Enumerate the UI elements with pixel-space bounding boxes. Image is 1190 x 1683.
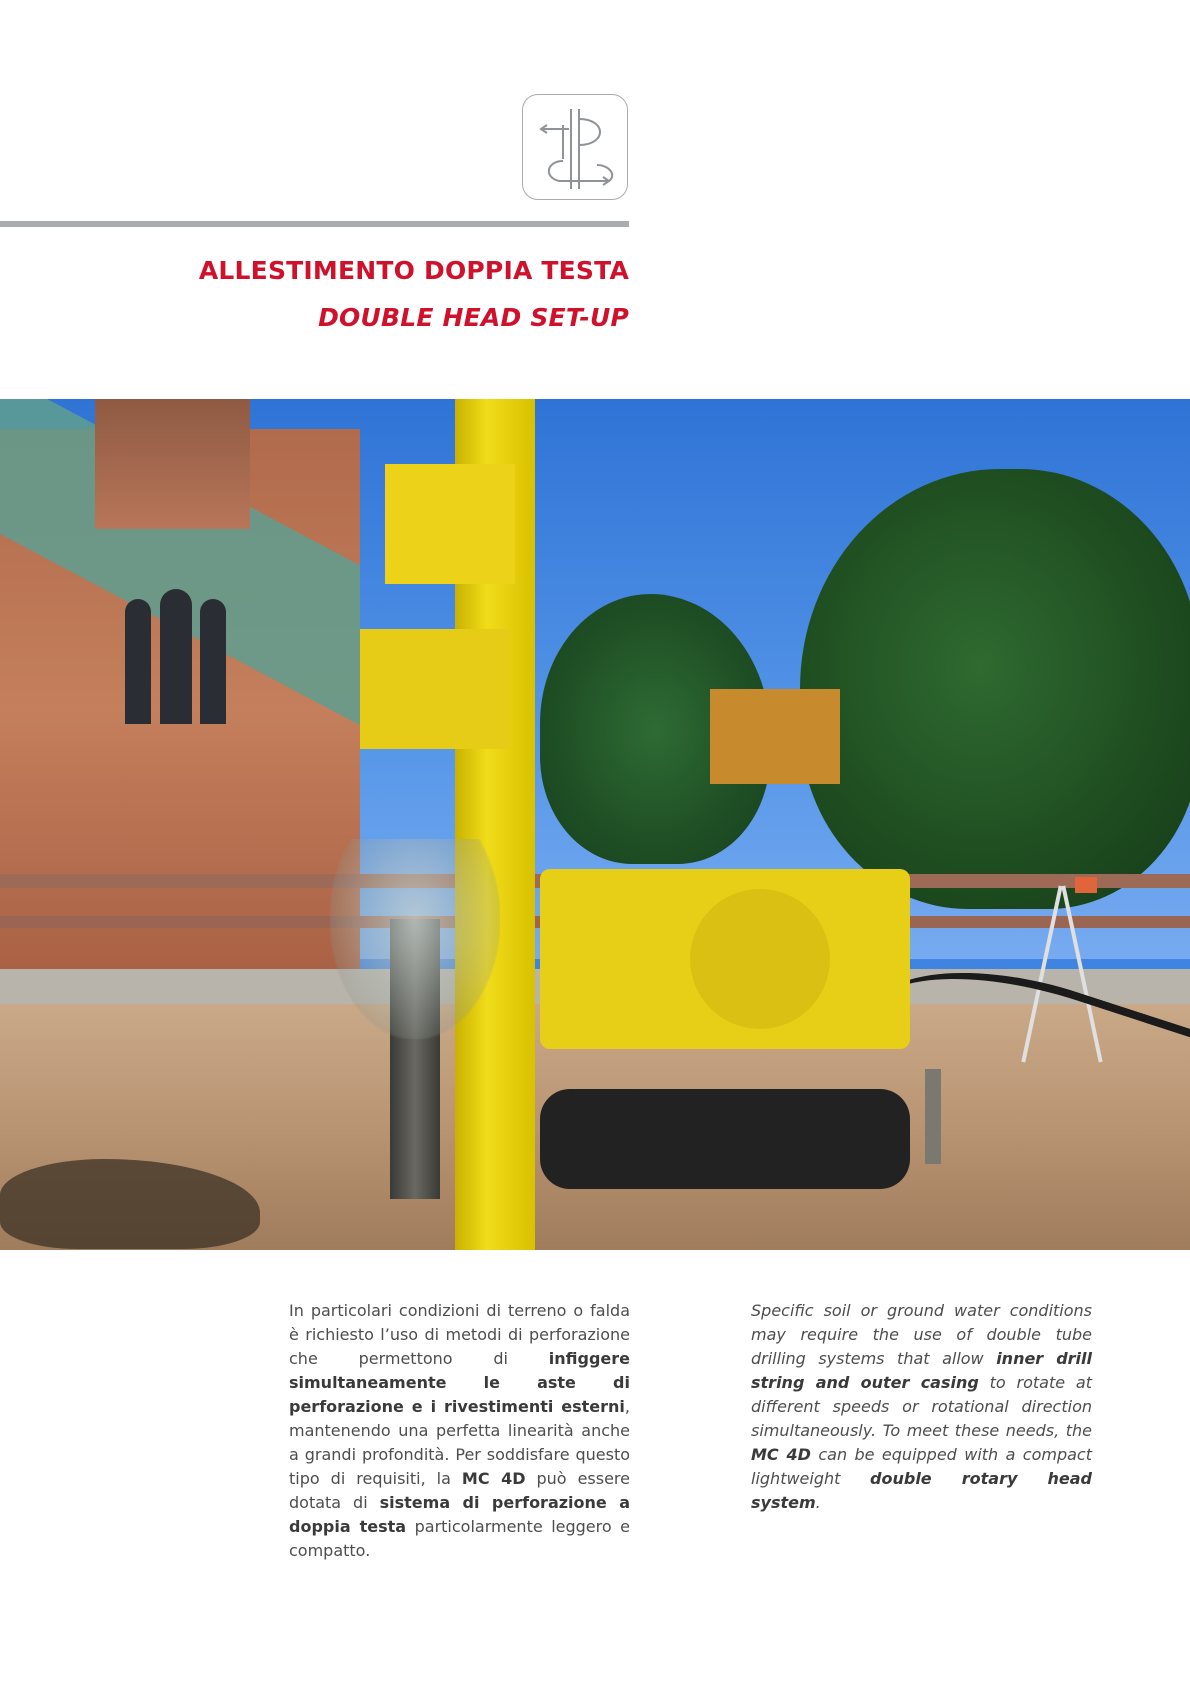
page-title-english: DOUBLE HEAD SET-UP	[318, 303, 629, 332]
body-text-run: particolarmente leggero e compatto.	[289, 1517, 630, 1560]
photo-rig-drum	[690, 889, 830, 1029]
body-emphasis: MC 4D	[461, 1469, 526, 1488]
body-text-run: Specific soil or ground water conditions may require the use of double tube drilling systems that allow	[751, 1301, 1092, 1368]
page-title-italian: ALLESTIMENTO DOPPIA TESTA	[198, 256, 629, 285]
body-text-run: to rotate at different speeds or rotational direction simultaneously. To meet these needs, the	[751, 1373, 1092, 1440]
photo-stabilizer-leg	[925, 1069, 941, 1164]
photo-church-tower	[95, 399, 250, 529]
drilling-rig-photo	[0, 399, 1190, 1250]
body-text-english	[751, 1299, 1092, 1515]
body-text-run: In particolari condizioni di terreno o falda è richiesto l’uso di metodi di perforazione che permettono di	[289, 1301, 630, 1368]
body-text-run: .	[815, 1493, 821, 1512]
photo-tree-right	[800, 469, 1190, 909]
body-emphasis: MC 4D	[751, 1445, 811, 1464]
photo-survey-level	[1075, 877, 1097, 893]
header-divider	[0, 221, 629, 227]
double-rotary-head-icon	[522, 94, 628, 200]
body-text-run: , mantenendo una perfetta linearità anche a grandi profondità. Per soddisfare questo tipo di requisiti, la	[289, 1397, 630, 1488]
body-emphasis: infiggere simultaneamente le aste di perforazione e i rivestimenti esterni	[289, 1349, 630, 1416]
body-emphasis: inner drill string and outer casing	[751, 1349, 1093, 1392]
photo-lower-rotary-head	[360, 629, 510, 749]
photo-upper-rotary-head	[385, 464, 515, 584]
photo-building	[710, 689, 840, 784]
photo-water-splash	[330, 839, 500, 1039]
photo-church-window	[160, 589, 192, 724]
body-text-run: can be equipped with a compact lightweight	[751, 1445, 1092, 1488]
body-text-run: può essere dotata di	[289, 1469, 630, 1512]
photo-crawler-tracks	[540, 1089, 910, 1189]
body-text-italian	[289, 1299, 630, 1563]
photo-church-window	[125, 599, 151, 724]
photo-church-window	[200, 599, 226, 724]
body-emphasis: double rotary head system	[751, 1469, 1092, 1512]
body-emphasis: sistema di perforazione a doppia testa	[289, 1493, 631, 1536]
